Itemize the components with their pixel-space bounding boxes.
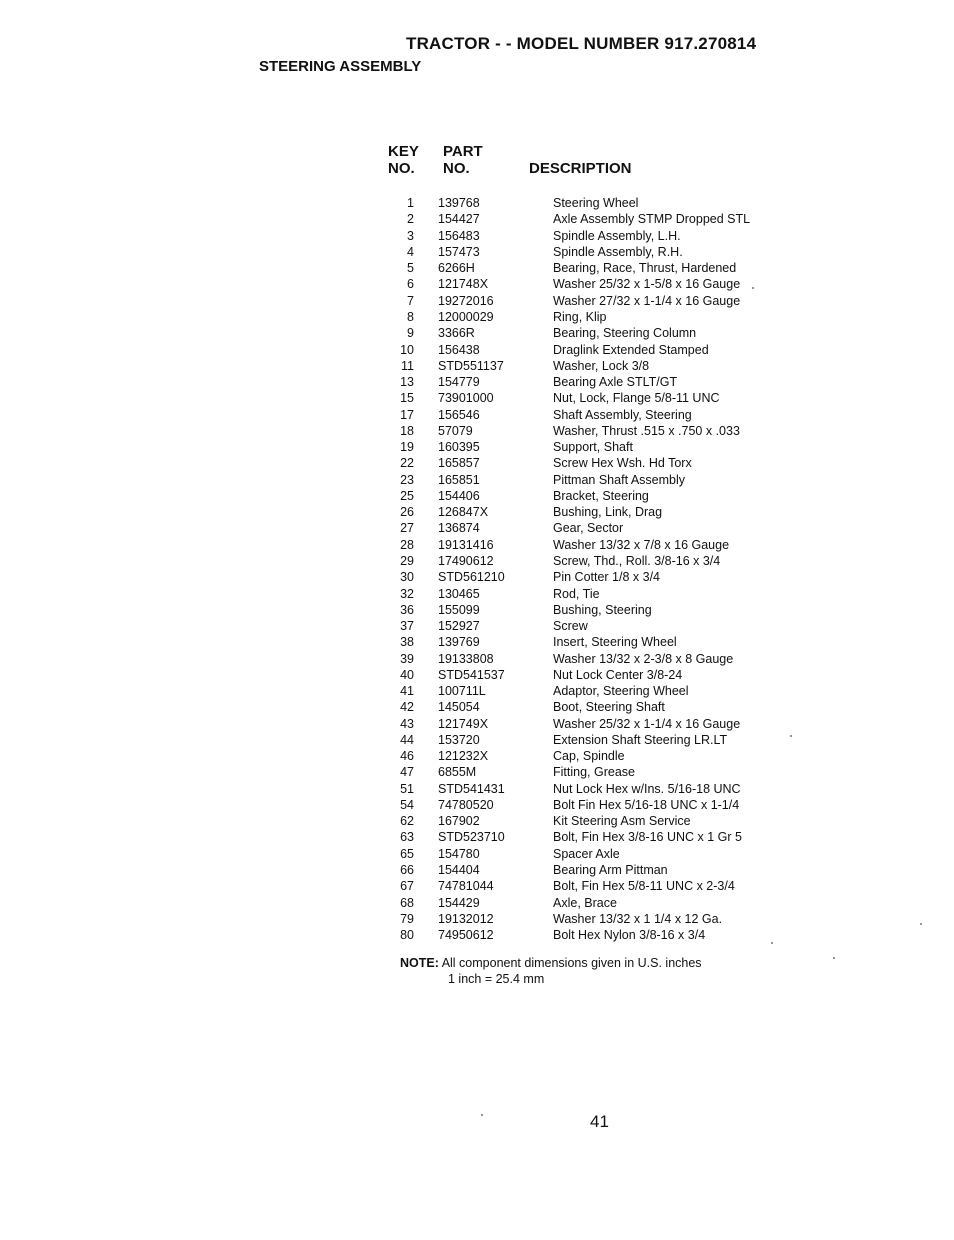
part-description: Boot, Steering Shaft — [553, 700, 665, 715]
table-row — [386, 862, 766, 878]
part-number: 73901000 — [438, 391, 494, 406]
scan-speck — [771, 942, 773, 944]
table-row — [386, 260, 766, 276]
key-number: 28 — [400, 537, 414, 552]
table-row — [386, 683, 766, 699]
table-row — [386, 537, 766, 553]
part-number: 74781044 — [438, 879, 494, 894]
part-description: Bolt, Fin Hex 3/8-16 UNC x 1 Gr 5 — [553, 830, 742, 845]
part-number: STD541537 — [438, 667, 505, 682]
part-description: Spindle Assembly, L.H. — [553, 228, 681, 243]
key-number: 39 — [400, 651, 414, 666]
table-row — [386, 781, 766, 797]
part-number: 145054 — [438, 700, 480, 715]
column-header-key — [388, 143, 419, 177]
table-row — [386, 716, 766, 732]
table-row — [386, 894, 766, 910]
part-description: Screw — [553, 619, 588, 634]
part-number: 74950612 — [438, 928, 494, 943]
table-row — [386, 309, 766, 325]
part-number: 3366R — [438, 326, 475, 341]
table-row — [386, 553, 766, 569]
part-description: Shaft Assembly, Steering — [553, 407, 692, 422]
key-number: 8 — [407, 309, 414, 324]
table-row — [386, 911, 766, 927]
table-row — [386, 650, 766, 666]
table-row — [386, 406, 766, 422]
column-header-key-line1: KEY — [388, 143, 419, 160]
table-row — [386, 829, 766, 845]
table-row — [386, 585, 766, 601]
table-row — [386, 228, 766, 244]
part-description: Bearing Axle STLT/GT — [553, 375, 678, 390]
scan-speck — [790, 735, 792, 737]
key-number: 38 — [400, 635, 414, 650]
part-description: Rod, Tie — [553, 586, 600, 601]
table-row — [386, 276, 766, 292]
table-row — [386, 618, 766, 634]
table-row — [386, 878, 766, 894]
part-number: STD561210 — [438, 570, 505, 585]
part-number: 154779 — [438, 375, 480, 390]
part-description: Kit Steering Asm Service — [553, 814, 691, 829]
key-number: 3 — [407, 228, 414, 243]
part-number: 152927 — [438, 619, 480, 634]
part-description: Adaptor, Steering Wheel — [553, 684, 689, 699]
part-number: 19131416 — [438, 537, 494, 552]
table-row — [386, 439, 766, 455]
part-description: Spindle Assembly, R.H. — [553, 244, 683, 259]
table-row — [386, 846, 766, 862]
table-row — [386, 341, 766, 357]
key-number: 65 — [400, 846, 414, 861]
part-number: 155099 — [438, 602, 480, 617]
part-description: Support, Shaft — [553, 440, 633, 455]
part-description: Pin Cotter 1/8 x 3/4 — [553, 570, 661, 585]
part-description: Nut Lock Hex w/Ins. 5/16-18 UNC — [553, 781, 741, 796]
part-number: 6855M — [438, 765, 477, 780]
page-number: 41 — [590, 1112, 609, 1131]
parts-table — [386, 195, 766, 943]
part-number: 167902 — [438, 814, 480, 829]
table-row — [386, 667, 766, 683]
key-number: 51 — [400, 781, 414, 796]
part-number: 154427 — [438, 212, 480, 227]
key-number: 9 — [407, 326, 414, 341]
key-number: 7 — [407, 293, 414, 308]
part-description: Bearing, Steering Column — [553, 326, 697, 341]
part-number: 154780 — [438, 846, 480, 861]
part-number: 74780520 — [438, 797, 494, 812]
table-row — [386, 602, 766, 618]
table-row — [386, 488, 766, 504]
part-number: 136874 — [438, 521, 480, 536]
part-description: Bushing, Link, Drag — [553, 505, 663, 520]
scan-speck — [752, 287, 754, 289]
part-description: Washer 25/32 x 1-1/4 x 16 Gauge — [553, 716, 741, 731]
key-number: 11 — [401, 358, 414, 373]
part-description: Ring, Klip — [553, 309, 607, 324]
part-number: 19132012 — [438, 911, 494, 926]
part-number: 156546 — [438, 407, 480, 422]
table-row — [386, 374, 766, 390]
key-number: 46 — [400, 749, 414, 764]
part-number: 126847X — [438, 505, 489, 520]
scan-speck — [833, 957, 835, 959]
part-number: 153720 — [438, 732, 480, 747]
table-row — [386, 472, 766, 488]
table-row — [386, 634, 766, 650]
key-number: 43 — [400, 716, 414, 731]
part-number: 157473 — [438, 244, 480, 259]
part-number: 139768 — [438, 196, 480, 211]
part-description: Cap, Spindle — [553, 749, 625, 764]
section-title: STEERING ASSEMBLY — [259, 58, 422, 75]
part-number: 6266H — [438, 261, 475, 276]
part-description: Bearing, Race, Thrust, Hardened — [553, 261, 737, 276]
part-description: Axle Assembly STMP Dropped STL — [553, 212, 751, 227]
key-number: 36 — [400, 602, 414, 617]
key-number: 6 — [407, 277, 414, 292]
table-row — [386, 325, 766, 341]
part-description: Washer 25/32 x 1-5/8 x 16 Gauge — [553, 277, 741, 292]
scan-speck — [920, 923, 922, 925]
key-number: 26 — [400, 505, 414, 520]
note-label: NOTE: — [400, 956, 439, 970]
key-number: 66 — [400, 863, 414, 878]
part-number: 154404 — [438, 863, 480, 878]
part-description: Nut, Lock, Flange 5/8-11 UNC — [553, 391, 720, 406]
part-number: 165851 — [438, 472, 480, 487]
table-row — [386, 748, 766, 764]
part-description: Screw Hex Wsh. Hd Torx — [553, 456, 692, 471]
part-description: Bearing Arm Pittman — [553, 863, 668, 878]
part-description: Bushing, Steering — [553, 602, 652, 617]
part-description: Steering Wheel — [553, 196, 639, 211]
table-row — [386, 569, 766, 585]
table-row — [386, 699, 766, 715]
part-description: Spacer Axle — [553, 846, 620, 861]
part-description: Bolt, Fin Hex 5/8-11 UNC x 2-3/4 — [553, 879, 735, 894]
part-number: 156438 — [438, 342, 480, 357]
key-number: 30 — [400, 570, 414, 585]
part-description: Insert, Steering Wheel — [553, 635, 677, 650]
part-description: Pittman Shaft Assembly — [553, 472, 686, 487]
table-row — [386, 358, 766, 374]
part-description: Screw, Thd., Roll. 3/8-16 x 3/4 — [553, 553, 721, 568]
part-number: 100711L — [438, 684, 486, 699]
part-description: Draglink Extended Stamped — [553, 342, 709, 357]
key-number: 40 — [400, 667, 414, 682]
part-description: Fitting, Grease — [553, 765, 635, 780]
part-number: 57079 — [438, 423, 473, 438]
part-description: Axle, Brace — [553, 895, 617, 910]
table-row — [386, 504, 766, 520]
note-line2: 1 inch = 25.4 mm — [448, 972, 545, 986]
key-number: 47 — [400, 765, 414, 780]
parts-table-body — [386, 195, 766, 943]
key-number: 4 — [407, 244, 414, 259]
part-number: 139769 — [438, 635, 480, 650]
key-number: 2 — [407, 212, 414, 227]
key-number: 32 — [400, 586, 414, 601]
key-number: 13 — [400, 375, 414, 390]
part-description: Washer 13/32 x 1 1/4 x 12 Ga. — [553, 911, 723, 926]
column-header-description: DESCRIPTION — [529, 160, 632, 177]
key-number: 54 — [400, 797, 414, 812]
note — [400, 955, 702, 987]
column-header-key-line2: NO. — [388, 160, 415, 177]
key-number: 63 — [400, 830, 414, 845]
table-row — [386, 390, 766, 406]
table-row — [386, 423, 766, 439]
part-number: 19272016 — [438, 293, 494, 308]
part-description: Gear, Sector — [553, 521, 624, 536]
table-row — [386, 927, 766, 943]
column-header-part-line2: NO. — [443, 160, 470, 177]
key-number: 19 — [400, 440, 414, 455]
part-number: STD541431 — [438, 781, 505, 796]
key-number: 17 — [400, 407, 414, 422]
column-header-part-line1: PART — [443, 143, 483, 160]
table-row — [386, 732, 766, 748]
part-number: 160395 — [438, 440, 480, 455]
part-number: 130465 — [438, 586, 480, 601]
key-number: 25 — [400, 488, 414, 503]
key-number: 5 — [407, 261, 414, 276]
key-number: 80 — [400, 928, 414, 943]
table-row — [386, 813, 766, 829]
part-description: Washer 13/32 x 7/8 x 16 Gauge — [553, 537, 730, 552]
part-description: Washer, Thrust .515 x .750 x .033 — [553, 423, 740, 438]
part-description: Washer, Lock 3/8 — [553, 358, 650, 373]
part-description: Bracket, Steering — [553, 488, 649, 503]
key-number: 15 — [400, 391, 414, 406]
part-number: STD523710 — [438, 830, 505, 845]
part-description: Extension Shaft Steering LR.LT — [553, 732, 728, 747]
part-number: 17490612 — [438, 553, 494, 568]
key-number: 42 — [400, 700, 414, 715]
key-number: 68 — [400, 895, 414, 910]
part-number: 154406 — [438, 488, 480, 503]
key-number: 27 — [400, 521, 414, 536]
note-line1: All component dimensions given in U.S. inches — [441, 956, 702, 970]
key-number: 23 — [400, 472, 414, 487]
part-number: 154429 — [438, 895, 480, 910]
part-description: Washer 27/32 x 1-1/4 x 16 Gauge — [553, 293, 741, 308]
part-number: STD551137 — [438, 358, 504, 373]
key-number: 62 — [400, 814, 414, 829]
part-number: 19133808 — [438, 651, 494, 666]
key-number: 44 — [400, 732, 414, 747]
table-row — [386, 211, 766, 227]
table-row — [386, 797, 766, 813]
part-description: Nut Lock Center 3/8-24 — [553, 667, 683, 682]
part-number: 121749X — [438, 716, 489, 731]
table-row — [386, 244, 766, 260]
key-number: 37 — [400, 619, 414, 634]
key-number: 29 — [400, 553, 414, 568]
key-number: 22 — [400, 456, 414, 471]
part-number: 12000029 — [438, 309, 494, 324]
key-number: 67 — [400, 879, 414, 894]
table-row — [386, 520, 766, 536]
part-description: Bolt Fin Hex 5/16-18 UNC x 1-1/4 — [553, 797, 740, 812]
table-row — [386, 455, 766, 471]
part-description: Washer 13/32 x 2-3/8 x 8 Gauge — [553, 651, 734, 666]
part-number: 121748X — [438, 277, 489, 292]
table-row — [386, 293, 766, 309]
table-row — [386, 195, 766, 211]
key-number: 18 — [400, 423, 414, 438]
part-number: 121232X — [438, 749, 489, 764]
page-title: TRACTOR - - MODEL NUMBER 917.270814 — [406, 34, 757, 53]
key-number: 41 — [400, 684, 414, 699]
part-description: Bolt Hex Nylon 3/8-16 x 3/4 — [553, 928, 706, 943]
part-number: 165857 — [438, 456, 480, 471]
table-row — [386, 764, 766, 780]
key-number: 79 — [400, 911, 414, 926]
key-number: 1 — [407, 196, 414, 211]
column-header-part — [443, 143, 483, 177]
part-number: 156483 — [438, 228, 480, 243]
key-number: 10 — [400, 342, 414, 357]
scan-speck — [481, 1114, 483, 1116]
